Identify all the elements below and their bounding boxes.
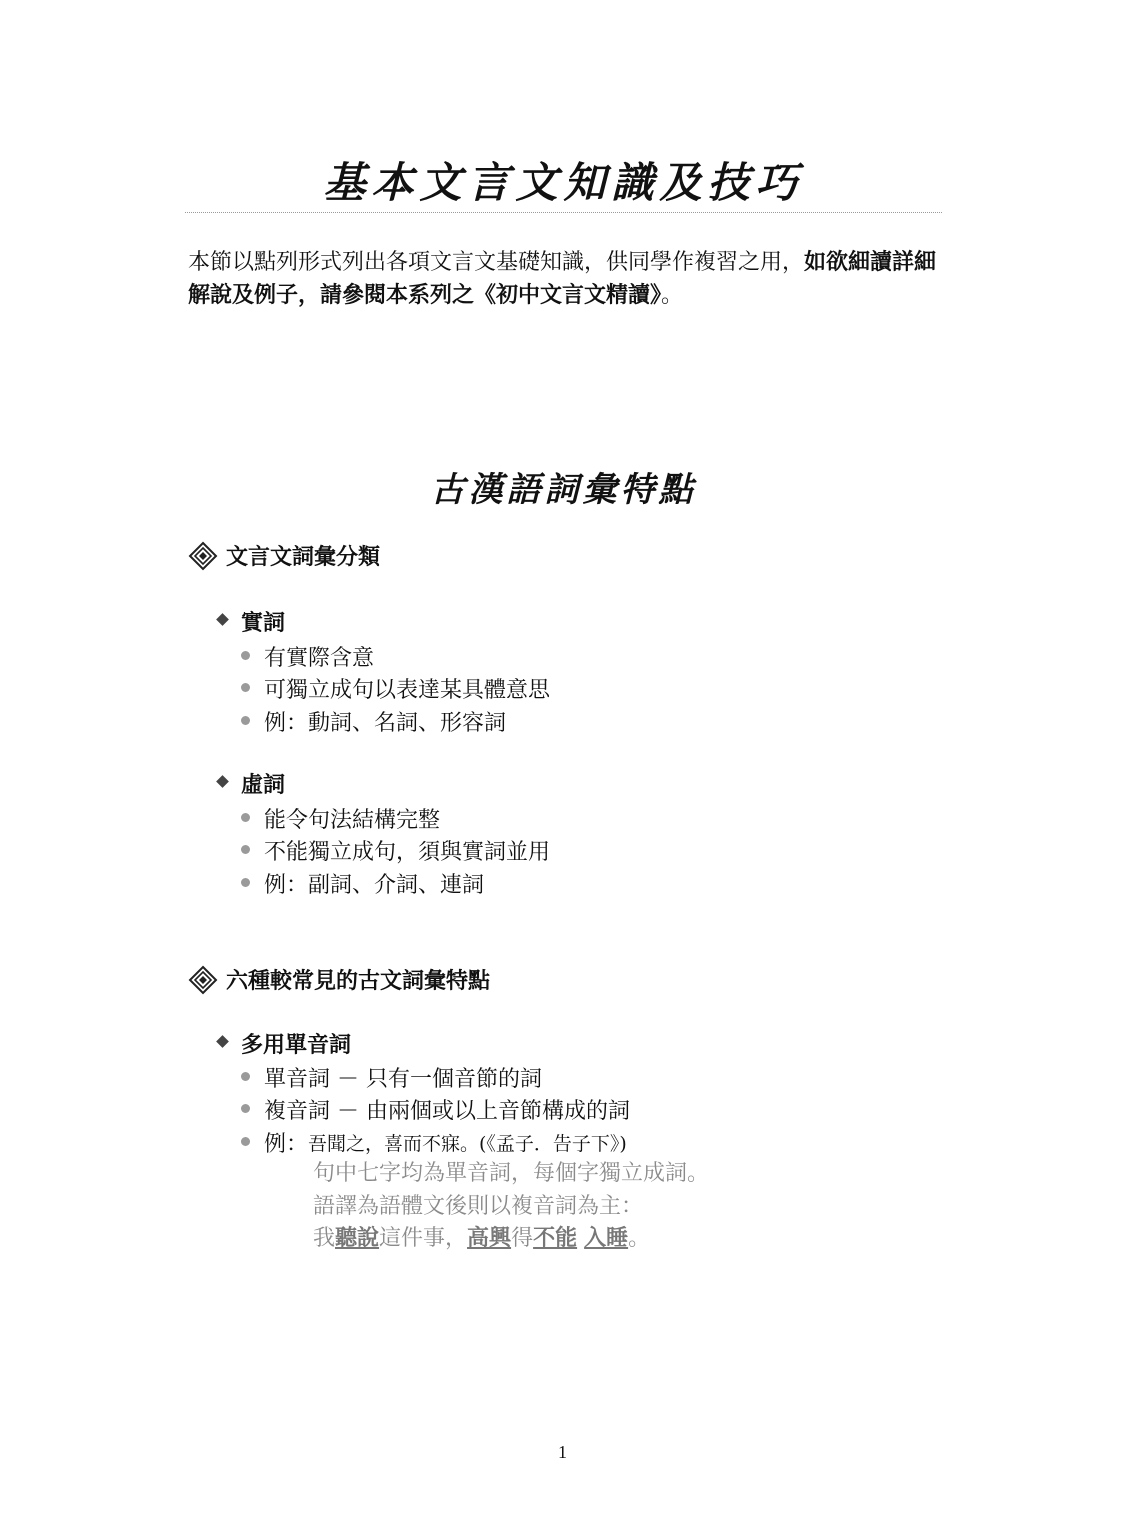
intro-end: 。 [661,283,684,308]
bullet-dot-icon [241,683,250,692]
list-item [238,1126,630,1159]
content-words-list [238,640,550,738]
diamond-bullet-icon [216,775,229,788]
page-number: 1 [558,1442,567,1462]
note-line: 語譯為語體文後則以複音詞為主： [313,1193,644,1219]
bullet-dot-icon [241,651,250,660]
highlighted-word: 入睡 [584,1226,629,1251]
list-item-text: 能令句法結構完整 [264,807,441,833]
intro-text: 本節以點列形式列出各項文言文基礎知識，供同學作複習之用， [188,250,805,275]
intro-paragraph [188,246,948,312]
example-quote: 吾聞之，喜而不寐。(《孟子．告子下》) [308,1132,627,1155]
bullet-dot-icon [241,813,250,822]
list-item [238,1061,630,1094]
list-item-text: 有實際含意 [264,645,375,671]
heading-vocabulary-classification [188,540,380,571]
translation-text: 得 [511,1226,534,1251]
page-title: 基本文言文知識及技巧 [323,158,804,207]
list-item [238,835,550,868]
subheading-content-words [214,606,285,637]
diamond-outline-icon [188,965,218,995]
list-item [238,673,550,706]
subheading-function-words [214,768,285,799]
list-item [238,705,550,738]
highlighted-word: 高興 [467,1226,512,1251]
subheading-label: 虛詞 [241,773,286,798]
highlighted-word: 聽說 [335,1226,380,1251]
monosyllabic-list [238,1061,630,1159]
list-item [238,802,550,835]
bullet-dot-icon [241,878,250,887]
translation-text: 這件事， [379,1226,468,1251]
list-item [238,640,550,673]
heading-label: 文言文詞彙分類 [226,545,381,570]
subheading-label: 多用單音詞 [241,1033,352,1058]
list-item [238,867,550,900]
bullet-dot-icon [241,716,250,725]
bullet-dot-icon [241,845,250,854]
diamond-bullet-icon [216,1035,229,1048]
function-words-list [238,802,550,900]
title-divider [185,212,942,213]
list-item-text: 例：副詞、介詞、連詞 [264,872,485,898]
subheading-label: 實詞 [241,611,286,636]
list-item [238,1094,630,1127]
diamond-outline-icon [188,541,218,571]
bullet-dot-icon [241,1104,250,1113]
intro-bold-text: 如欲細讀詳細解說及例子，請參閱本系列之《初中文言文精讀》 [188,250,937,308]
example-prefix: 例： [264,1131,309,1157]
section-title: 古漢語詞彙特點 [430,470,697,510]
list-item-text: 單音詞 － 只有一個音節的詞 [264,1066,542,1092]
translation-line [313,1223,709,1256]
bullet-dot-icon [241,1137,250,1146]
note-line: 句中七字均為單音詞，每個字獨立成詞。 [313,1161,710,1186]
translation-text: 。 [628,1226,651,1251]
list-item-text: 例：動詞、名詞、形容詞 [264,710,507,736]
heading-label: 六種較常見的古文詞彙特點 [226,969,491,994]
list-item-text: 可獨立成句以表達某具體意思 [264,678,551,704]
heading-six-features [188,964,490,995]
bullet-dot-icon [241,1072,250,1081]
list-item-text: 不能獨立成句，須與實詞並用 [264,840,551,866]
subheading-monosyllabic [214,1028,351,1059]
translation-text: 我 [313,1226,336,1251]
list-item-text: 複音詞 － 由兩個或以上音節構成的詞 [264,1099,630,1125]
example-notes [313,1158,709,1256]
diamond-bullet-icon [216,613,229,626]
highlighted-word: 不能 [533,1226,578,1251]
